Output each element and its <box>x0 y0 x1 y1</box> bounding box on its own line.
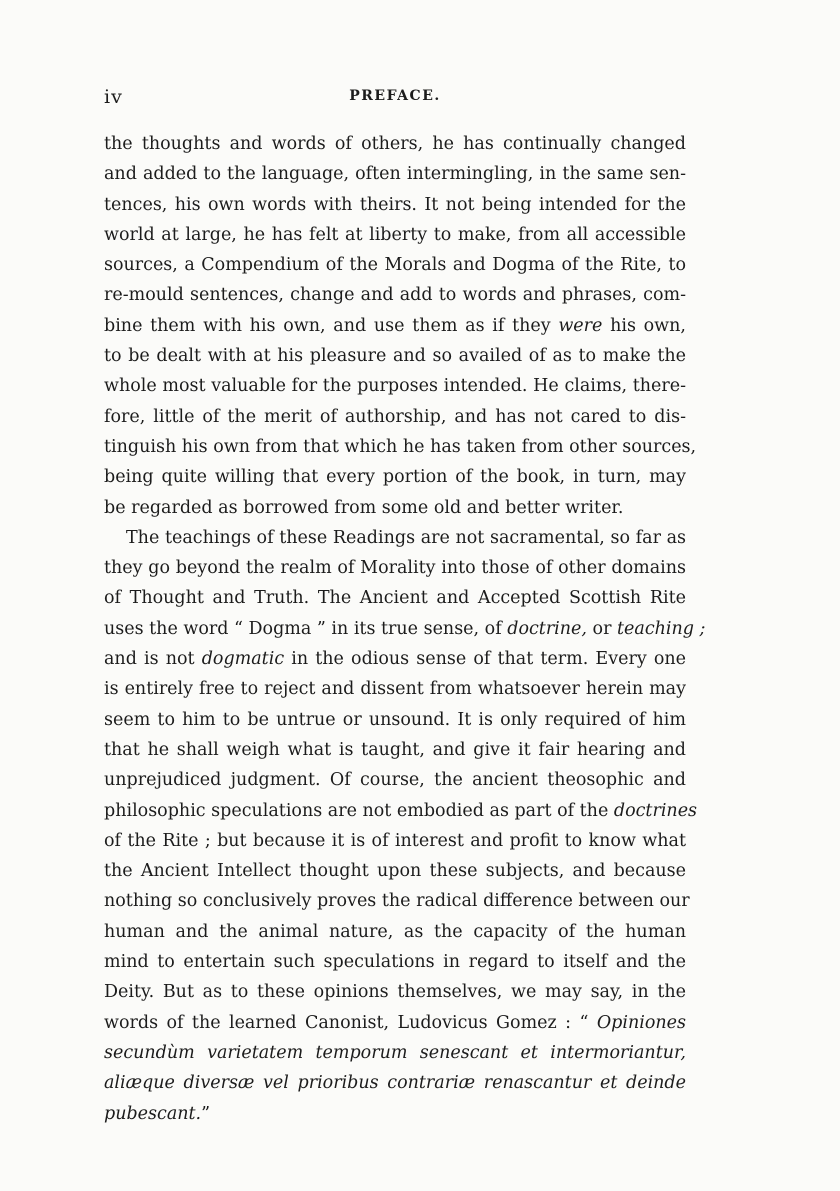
text-line <box>104 432 697 462</box>
text-segment: human and the animal nature, as the capacity of the human <box>104 921 686 942</box>
text-line <box>104 674 686 704</box>
text-segment: be regarded as borrowed from some old and better writer. <box>104 497 624 518</box>
text-segment: his own, <box>602 315 686 336</box>
text-segment: philosophic speculations are not embodied as part of the <box>104 800 614 821</box>
italic-text-segment: were <box>558 315 603 336</box>
text-segment: mind to entertain such speculations in regard to itself and the <box>104 952 686 973</box>
text-line <box>104 947 686 977</box>
text-segment: the thoughts and words of others, he has continually changed <box>104 134 686 154</box>
italic-text-segment: secundùm varietatem temporum senescant et intermoriantur, <box>104 1042 686 1063</box>
text-line <box>104 886 690 916</box>
text-segment: they go beyond the realm of Morality into those of other domains <box>104 558 686 579</box>
text-line <box>104 644 686 674</box>
text-segment: ” <box>201 1103 211 1124</box>
text-segment: is entirely free to reject and dissent from whatsoever herein may <box>104 679 686 700</box>
text-segment: and added to the language, often intermingling, in the same sen- <box>104 164 686 185</box>
text-segment: re-mould sentences, change and add to words and phrases, com- <box>104 285 686 306</box>
text-line <box>104 371 686 401</box>
text-segment: of Thought and Truth. The Ancient and Accepted Scottish Rite <box>104 588 686 609</box>
text-line <box>104 250 686 280</box>
text-segment: world at large, he has felt at liberty to make, from all accessible <box>104 224 686 245</box>
text-segment: unprejudiced judgment. Of course, the ancient theosophic and <box>104 770 686 791</box>
text-segment: seem to him to be untrue or unsound. It is only required of him <box>104 709 686 730</box>
text-line <box>104 705 686 735</box>
page-number: iv <box>104 86 123 108</box>
italic-text-segment: pubescant. <box>104 1103 202 1124</box>
text-segment: the Ancient Intellect thought upon these subjects, and because <box>104 861 686 882</box>
text-line <box>104 462 686 492</box>
italic-text-segment: dogmatic <box>201 649 285 670</box>
text-segment: tinguish his own from that which he has taken from other sources, <box>104 436 697 457</box>
text-segment: words of the learned Canonist, Ludovicus Gomez : “ <box>104 1012 597 1033</box>
text-segment: sources, a Compendium of the Morals and Dogma of the Rite, to <box>104 255 686 276</box>
text-line <box>104 917 686 947</box>
text-line <box>104 796 698 826</box>
text-segment: nothing so conclusively proves the radical difference between our <box>104 891 690 912</box>
text-segment: uses the word “ Dogma ” in its true sense, of <box>104 618 508 639</box>
text-segment: or <box>586 618 618 639</box>
italic-text-segment: aliæque diversæ vel prioribus contrariæ renascantur et deinde <box>104 1073 686 1094</box>
text-line <box>104 190 686 220</box>
text-line <box>104 856 686 886</box>
text-line <box>104 977 686 1007</box>
text-line <box>104 1099 686 1129</box>
text-segment: being quite willing that every portion of the book, in turn, may <box>104 467 686 488</box>
italic-text-segment: teaching ; <box>617 618 706 639</box>
text-segment: fore, little of the merit of authorship, and has not cared to dis- <box>104 406 686 427</box>
italic-text-segment: doctrine, <box>507 618 587 639</box>
text-line <box>104 402 686 432</box>
text-line <box>104 735 686 765</box>
text-line <box>104 159 686 189</box>
text-segment: and is not <box>104 649 202 670</box>
text-line <box>104 614 706 644</box>
text-segment: of the Rite ; but because it is of interest and profit to know what <box>104 830 686 851</box>
text-segment: in the odious sense of that term. Every one <box>284 649 686 670</box>
italic-text-segment: Opiniones <box>596 1012 686 1033</box>
text-line <box>104 493 686 523</box>
text-segment: to be dealt with at his pleasure and so availed of as to make the <box>104 346 686 367</box>
text-segment: that he shall weigh what is taught, and give it fair hearing and <box>104 739 686 760</box>
text-line <box>104 765 686 795</box>
text-line <box>104 311 686 341</box>
text-segment: tences, his own words with theirs. It not being intended for the <box>104 194 686 215</box>
text-segment: The teachings of these Readings are not sacramental, so far as <box>126 527 686 548</box>
text-segment: whole most valuable for the purposes intended. He claims, there- <box>104 376 686 397</box>
text-line <box>104 1008 686 1038</box>
text-line <box>104 826 686 856</box>
text-segment: bine them with his own, and use them as if they <box>104 315 559 336</box>
text-line <box>104 523 686 553</box>
text-line <box>104 220 686 250</box>
page-header <box>104 86 686 108</box>
text-line <box>104 341 686 371</box>
text-line <box>104 553 686 583</box>
italic-text-segment: doctrines <box>613 800 698 821</box>
text-line <box>104 280 686 310</box>
text-segment: Deity. But as to these opinions themselves, we may say, in the <box>104 982 686 1003</box>
text-line <box>104 1068 686 1098</box>
text-line <box>104 129 686 159</box>
text-line <box>104 583 686 613</box>
preface-body-text <box>104 129 706 1129</box>
running-title: PREFACE. <box>349 88 441 104</box>
text-line <box>104 1038 686 1068</box>
